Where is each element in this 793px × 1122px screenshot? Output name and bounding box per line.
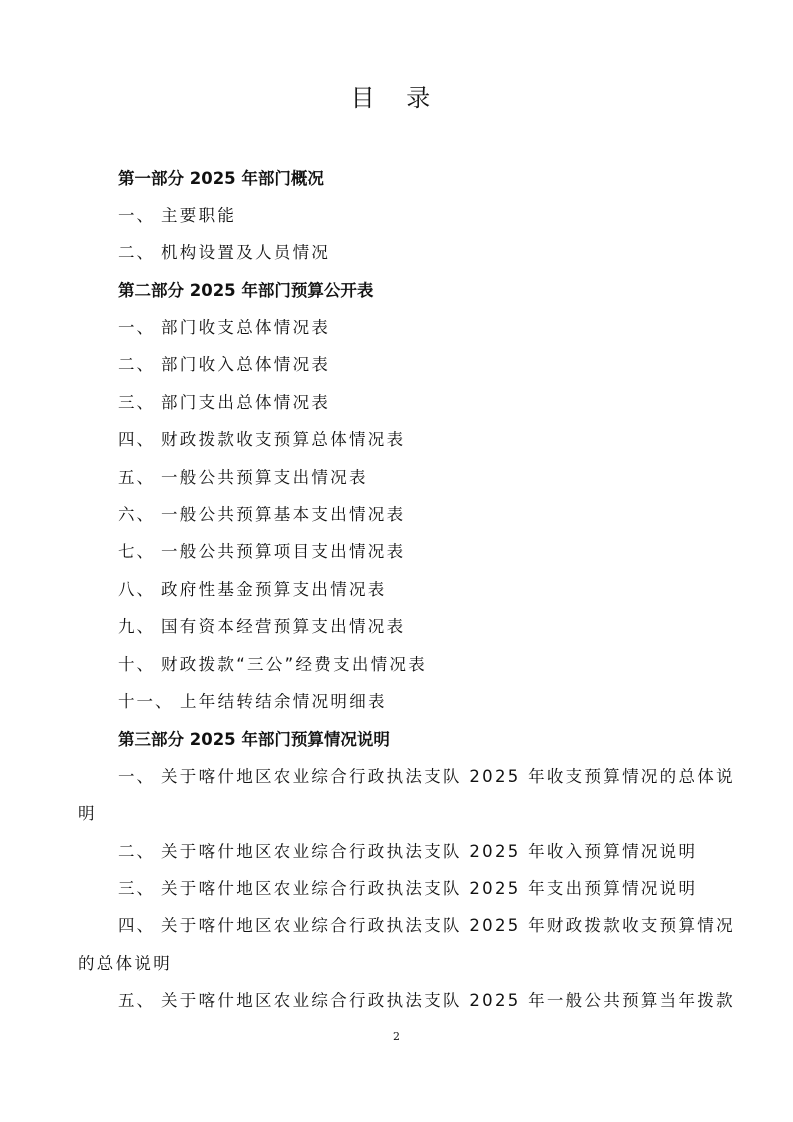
toc-entry-index: 十、: [118, 655, 155, 674]
toc-entry-text: 上年结转结余情况明细表: [180, 692, 387, 711]
toc-entry-text: 关于喀什地区农业综合行政执法支队 2025 年收入预算情况说明: [161, 842, 698, 861]
toc-entry[interactable]: [118, 540, 405, 564]
toc-entry-index: 二、: [118, 842, 155, 861]
toc-entry-index: 二、: [118, 355, 155, 374]
toc-entry-continuation: 明: [78, 804, 97, 823]
toc-entry-text: 一般公共预算支出情况表: [161, 468, 368, 487]
toc-entry-text: 机构设置及人员情况: [161, 243, 331, 262]
toc-entry[interactable]: [118, 391, 330, 415]
toc-entry-index: 二、: [118, 243, 155, 262]
toc-entry-continuation: 的总体说明: [78, 954, 172, 973]
toc-entry-index: 四、: [118, 430, 155, 449]
toc-entry-text: 关于喀什地区农业综合行政执法支队 2025 年财政拨款收支预算情况: [161, 916, 735, 935]
toc-entry[interactable]: [118, 989, 735, 1013]
toc-entry[interactable]: [118, 690, 387, 714]
toc-entry[interactable]: [118, 653, 427, 677]
toc-entry[interactable]: [118, 241, 330, 265]
toc-entry-index: 十一、: [118, 692, 174, 711]
toc-entry-index: 一、: [118, 767, 155, 786]
toc-entry-index: 三、: [118, 879, 155, 898]
toc-entry[interactable]: [118, 204, 236, 228]
page-title: 目 录: [350, 84, 443, 112]
toc-entry-text: 部门收入总体情况表: [161, 355, 331, 374]
toc-entry-index: 八、: [118, 580, 155, 599]
toc-entry-text: 主要职能: [161, 206, 237, 225]
toc-entry-text: 关于喀什地区农业综合行政执法支队 2025 年支出预算情况说明: [161, 879, 698, 898]
toc-entry-text: 一般公共预算基本支出情况表: [161, 505, 406, 524]
toc-entry-text: 政府性基金预算支出情况表: [161, 580, 387, 599]
toc-entry[interactable]: [118, 578, 387, 602]
toc-entry-index: 一、: [118, 206, 155, 225]
toc-entry-index: 四、: [118, 916, 155, 935]
toc-entry-text: 财政拨款收支预算总体情况表: [161, 430, 406, 449]
toc-entry-index: 五、: [118, 991, 155, 1010]
toc-entry[interactable]: [118, 353, 330, 377]
toc-entry-text: 部门收支总体情况表: [161, 318, 331, 337]
toc-entry-text: 财政拨款“三公”经费支出情况表: [161, 655, 428, 674]
toc-entry[interactable]: [118, 466, 368, 490]
toc-entry[interactable]: [118, 840, 697, 864]
toc-entry-index: 五、: [118, 468, 155, 487]
toc-entry-text: 一般公共预算项目支出情况表: [161, 542, 406, 561]
toc-entry[interactable]: [118, 316, 330, 340]
toc-entry[interactable]: [118, 428, 405, 452]
toc-entry[interactable]: [118, 503, 405, 527]
toc-part3-heading[interactable]: 第三部分 2025 年部门预算情况说明: [118, 730, 390, 749]
toc-entry[interactable]: [118, 877, 697, 901]
toc-entry[interactable]: [118, 615, 405, 639]
toc-entry-index: 三、: [118, 393, 155, 412]
toc-part2-heading[interactable]: 第二部分 2025 年部门预算公开表: [118, 281, 374, 300]
toc-entry-index: 六、: [118, 505, 155, 524]
toc-entry-text: 关于喀什地区农业综合行政执法支队 2025 年一般公共预算当年拨款: [161, 991, 735, 1010]
toc-entry[interactable]: [118, 914, 735, 938]
toc-entry-text: 关于喀什地区农业综合行政执法支队 2025 年收支预算情况的总体说: [161, 767, 735, 786]
toc-entry[interactable]: [118, 765, 735, 789]
toc-entry-index: 七、: [118, 542, 155, 561]
toc-entry-index: 九、: [118, 617, 155, 636]
page-number: 2: [393, 1030, 400, 1043]
toc-part1-heading[interactable]: 第一部分 2025 年部门概况: [118, 169, 324, 188]
toc-entry-text: 国有资本经营预算支出情况表: [161, 617, 406, 636]
toc-entry-text: 部门支出总体情况表: [161, 393, 331, 412]
toc-entry-index: 一、: [118, 318, 155, 337]
